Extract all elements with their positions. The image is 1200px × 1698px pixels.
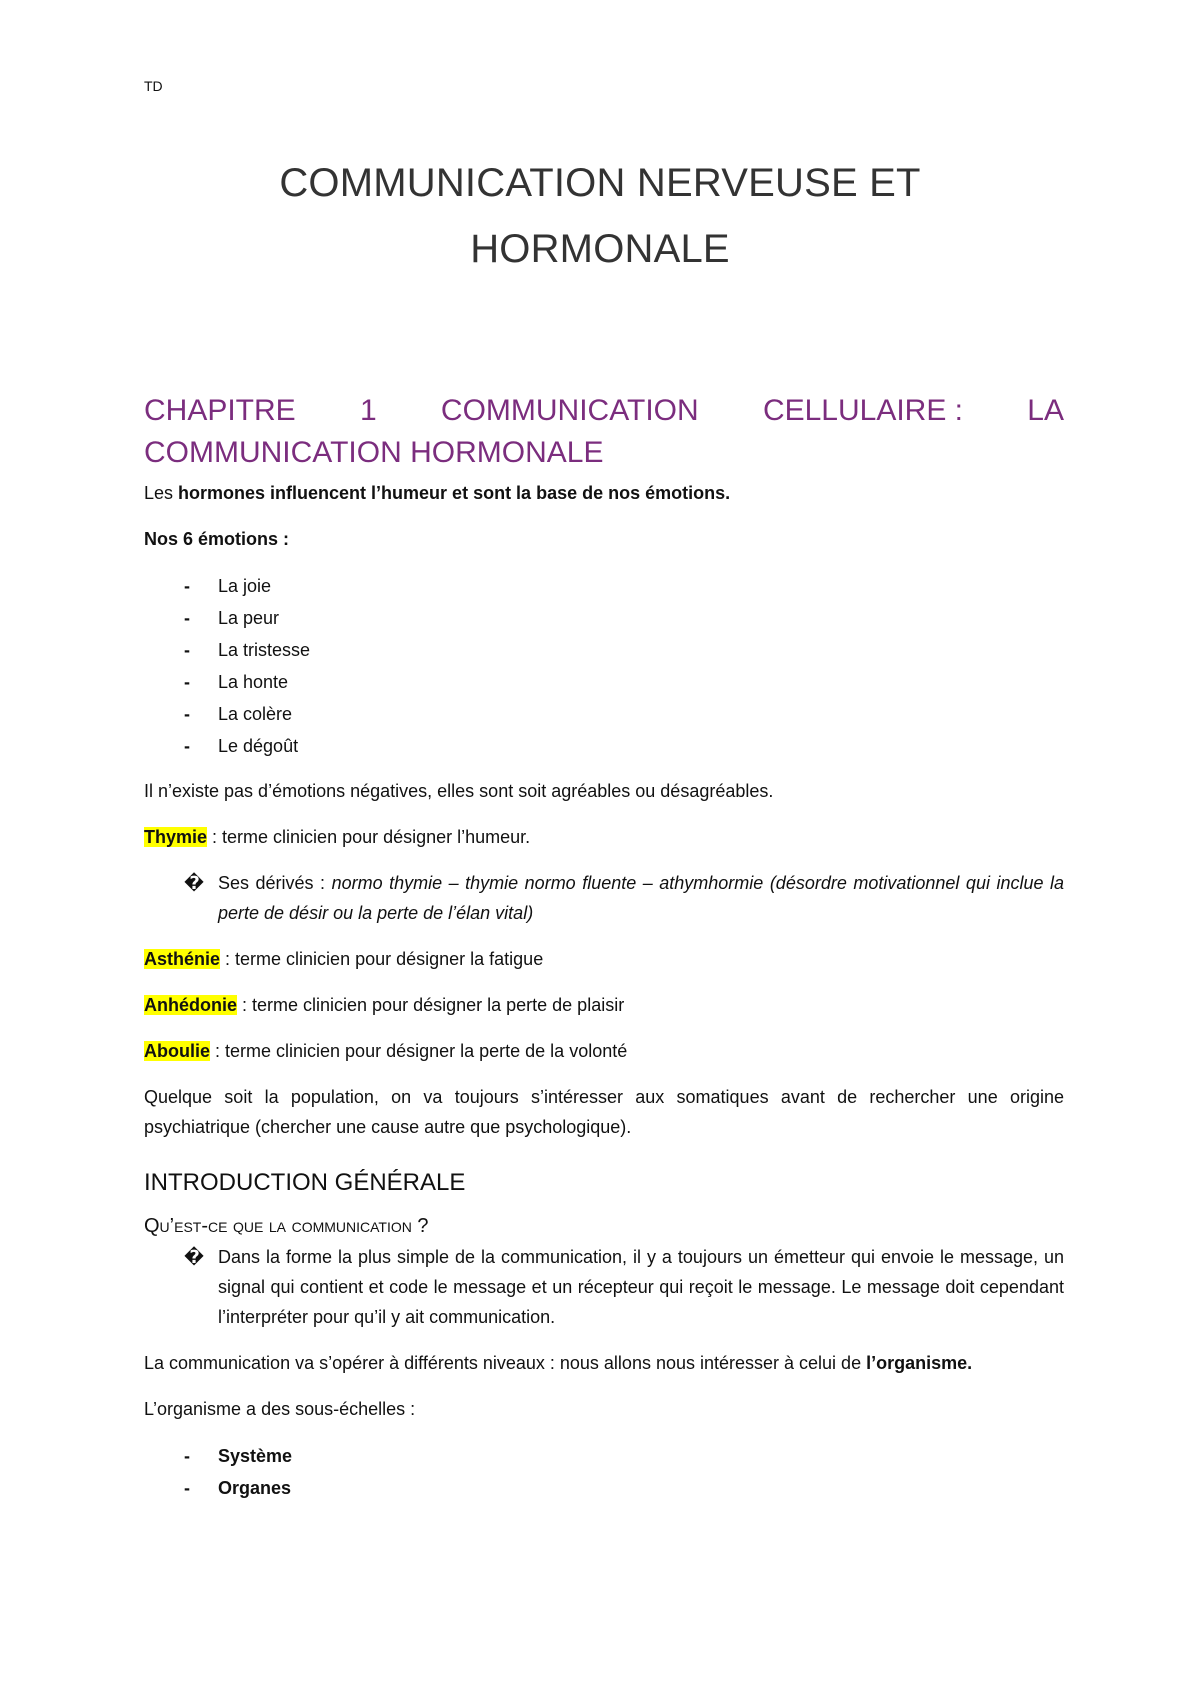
derives-text: normo thymie – thymie normo fluente – athymhormie (désordre motivationnel qui inclue la perte de désir ou la perte de l’élan vital) xyxy=(218,873,1065,923)
list-item: - La colère xyxy=(144,698,1064,730)
section-heading: INTRODUCTION GÉNÉRALE xyxy=(144,1169,466,1196)
list-item: - La peur xyxy=(144,602,1064,634)
scales-list xyxy=(144,1440,1064,1504)
derives-label: Ses dérivés : xyxy=(218,873,332,893)
niveaux-text: La communication va s’opérer à différents niveaux : nous allons nous intéresser à celui de xyxy=(144,1353,867,1373)
term-highlight: Thymie xyxy=(144,827,208,847)
term-highlight: Anhédonie xyxy=(144,995,237,1015)
chapter-word: COMMUNICATION xyxy=(440,394,699,427)
list-item: - La tristesse xyxy=(144,634,1064,666)
intro-prefix: Les xyxy=(144,483,179,503)
thymie-definition xyxy=(144,822,1064,852)
chapter-heading xyxy=(144,390,1064,474)
chapter-word: LA xyxy=(1027,394,1064,427)
arrow-bullet-icon: � xyxy=(184,1247,205,1267)
somatiques-paragraph: Quelque soit la population, on va toujours s’intéresser aux somatiques avant de rechercher une origine psychiatrique (chercher une cause autre que psychologique). xyxy=(144,1087,1064,1137)
niveaux-paragraph xyxy=(144,1348,1064,1378)
intro-bold-text: hormones influencent l’humeur et sont la base de nos émotions. xyxy=(178,483,731,503)
document-title xyxy=(144,150,1056,282)
chapter-heading-line-2: COMMUNICATION HORMONALE xyxy=(144,436,604,469)
list-item: - Système xyxy=(144,1440,1064,1472)
communication-text: Dans la forme la plus simple de la communication, il y a toujours un émetteur qui envoie le message, un signal qui contient et code le message et un récepteur qui reçoit le message. Le message doit cependant l’interpréter pour qu’il y ait communication. xyxy=(218,1247,1064,1327)
communication-bullet xyxy=(144,1242,1064,1332)
chapter-word: CELLULAIRE : xyxy=(762,394,964,427)
sous-echelles-paragraph: L’organisme a des sous-échelles : xyxy=(144,1399,416,1419)
page-header: TD xyxy=(144,78,163,94)
list-item: - La joie xyxy=(144,570,1064,602)
chapter-number: 1 xyxy=(359,394,377,427)
negatives-paragraph: Il n’existe pas d’émotions négatives, elles sont soit agréables ou désagréables. xyxy=(144,781,774,801)
asthenie-definition xyxy=(144,944,1064,974)
title-line-1: COMMUNICATION NERVEUSE ET xyxy=(279,161,921,205)
term-definition: : terme clinicien pour désigner la perte de la volonté xyxy=(210,1041,628,1061)
niveaux-bold: l’organisme. xyxy=(866,1353,973,1373)
term-highlight: Asthénie xyxy=(144,949,221,969)
list-item: - Le dégoût xyxy=(144,730,1064,762)
chapter-heading-line-1 xyxy=(144,390,1064,432)
term-definition: : terme clinicien pour désigner l’humeur. xyxy=(207,827,531,847)
arrow-bullet-icon: � xyxy=(184,873,205,893)
anhedonie-definition xyxy=(144,990,1064,1020)
aboulie-definition xyxy=(144,1036,1064,1066)
subsection-heading: Qu’est-ce que la communication ? xyxy=(144,1215,429,1237)
term-definition: : terme clinicien pour désigner la fatigue xyxy=(220,949,544,969)
list-item: - Organes xyxy=(144,1472,1064,1504)
emotions-list xyxy=(144,570,1064,762)
title-line-2: HORMONALE xyxy=(470,227,730,271)
term-highlight: Aboulie xyxy=(144,1041,210,1061)
emotions-heading: Nos 6 émotions : xyxy=(144,529,290,549)
intro-paragraph xyxy=(144,478,1064,508)
derives-bullet xyxy=(144,868,1064,928)
document-body xyxy=(144,390,1064,1518)
term-definition: : terme clinicien pour désigner la perte de plaisir xyxy=(237,995,625,1015)
chapter-word: CHAPITRE xyxy=(144,394,296,427)
list-item: - La honte xyxy=(144,666,1064,698)
